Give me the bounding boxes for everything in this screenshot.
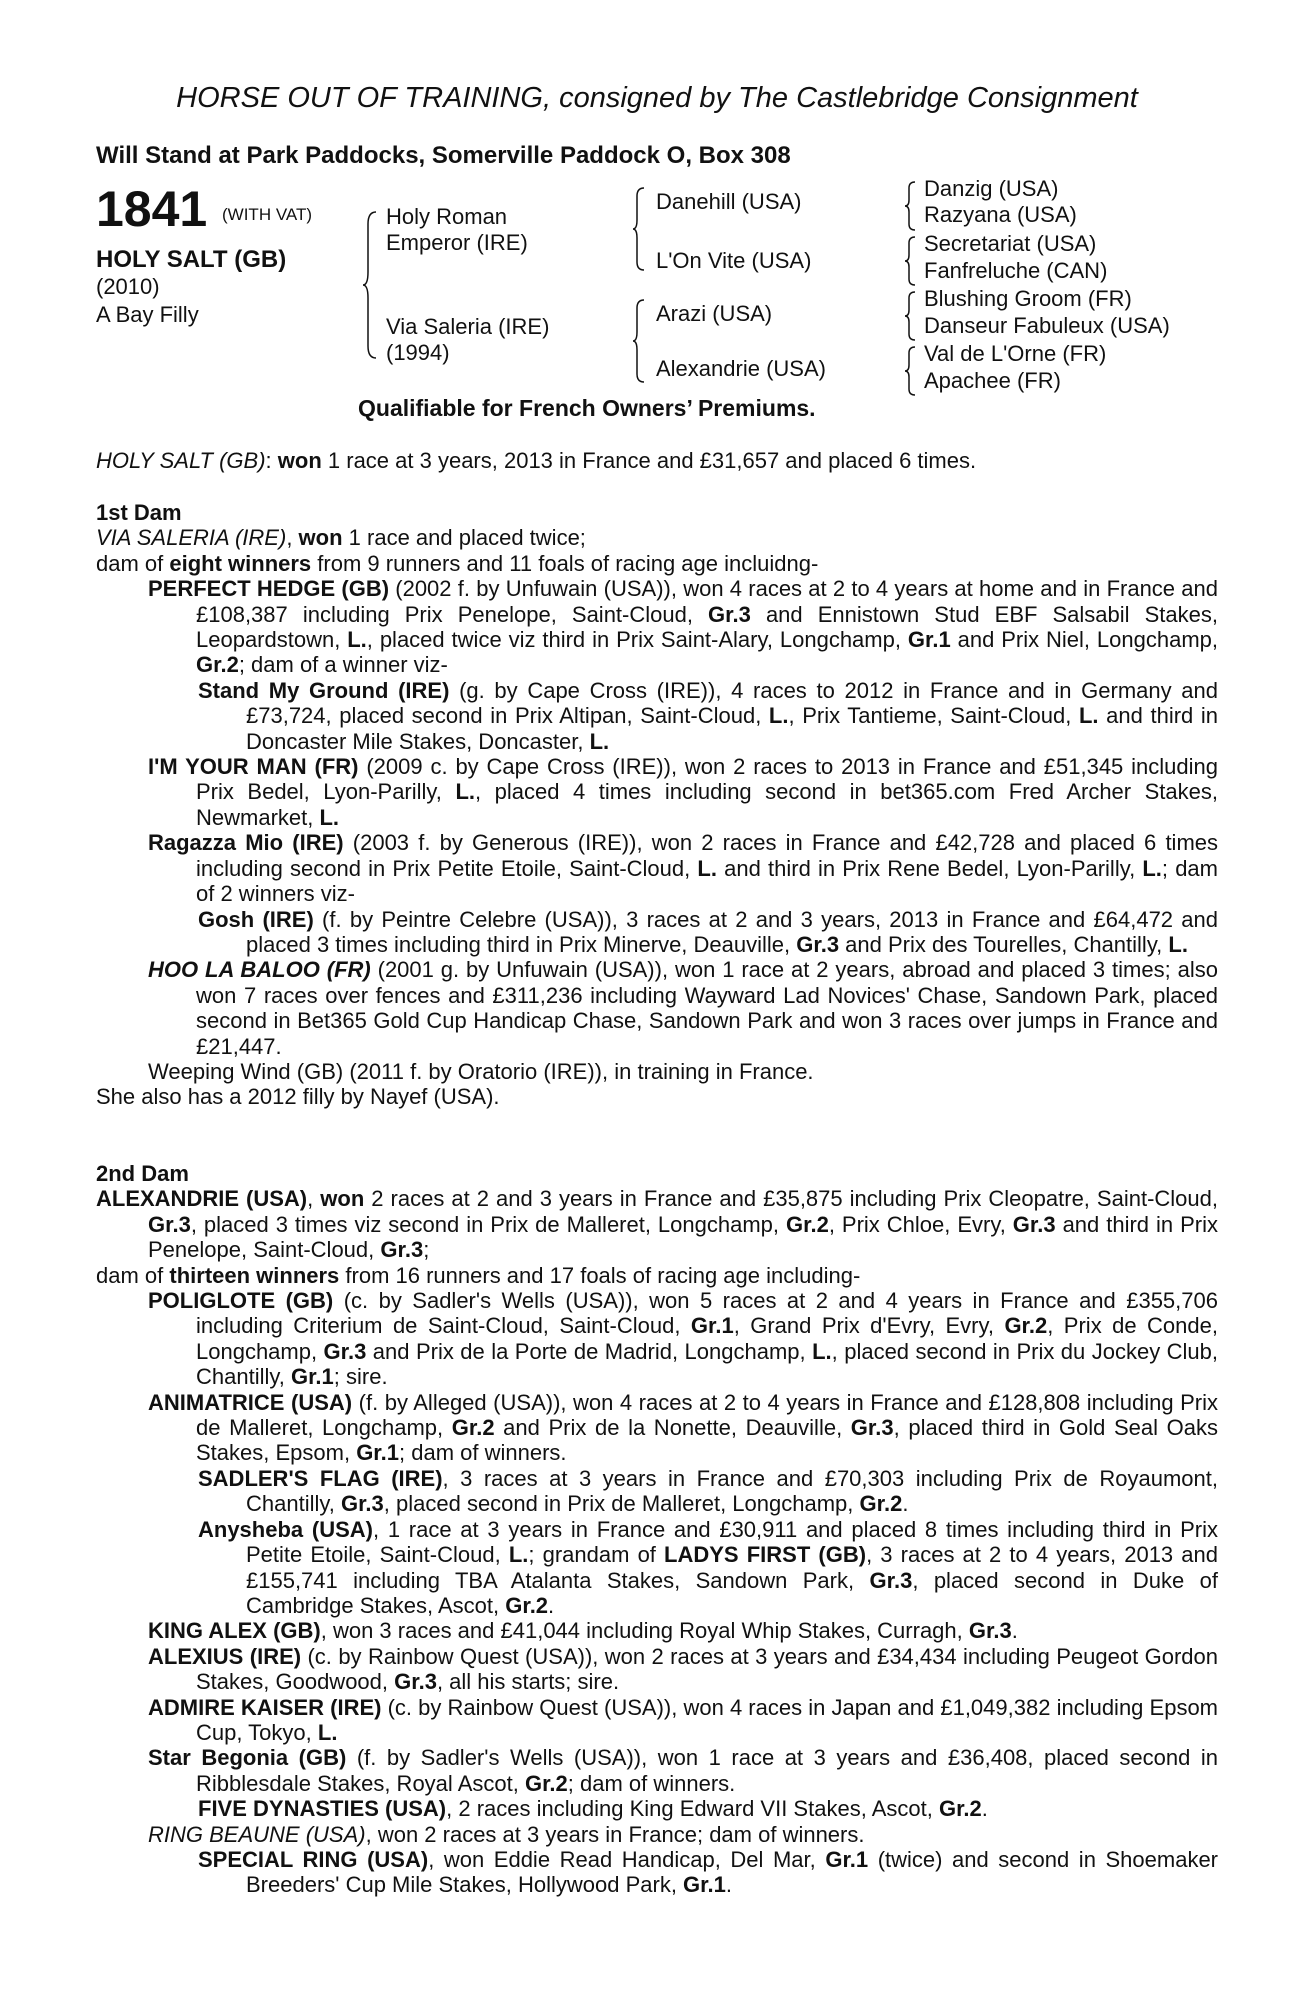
premium-note: Qualifiable for French Owners’ Premiums. xyxy=(358,395,816,421)
progeny-perfect-hedge: PERFECT HEDGE (GB) (2002 f. by Unfuwain (USA)), won 4 races at 2 to 4 years at home and in France and £108,387 including Prix Penelope, Saint-Cloud, Gr.3 and Ennistown Stud EBF Salsabil Stakes, Leopardstown, L., placed twice viz third in Prix Saint-Alary, Longchamp, Gr.1 and Prix Niel, Longchamp, Gr.2; dam of a winner viz- xyxy=(148,576,1219,678)
dam-dam: Alexandrie (USA) xyxy=(656,356,826,381)
sire-name: Holy Roman Emperor (IRE) xyxy=(386,204,528,255)
first-dam-title: 1st Dam xyxy=(96,500,182,525)
progeny-im-your-man: I'M YOUR MAN (FR) (2009 c. by Cape Cross (IRE)), won 2 races to 2013 in France and £51,345 including Prix Bedel, Lyon-Parilly, L., placed 4 times including second in bet365.com Fred Archer Stakes, Newmarket, L. xyxy=(148,754,1219,830)
progeny-animatrice: ANIMATRICE (USA) (f. by Alleged (USA)), won 4 races at 2 to 4 years in France and £128,808 including Prix de Malleret, Longchamp, Gr.2 and Prix de la Nonette, Deauville, Gr.3, placed third in Gold Seal Oaks Stakes, Epsom, Gr.1; dam of winners. xyxy=(148,1389,1219,1466)
dam-name: Via Saleria (IRE) xyxy=(386,314,550,339)
dam-year: (1994) xyxy=(386,340,450,365)
horse-name: HOLY SALT (GB) xyxy=(96,246,287,273)
progeny-star-begonia: Star Begonia (GB) (f. by Sadler's Wells (USA)), won 1 race at 3 years and £36,408, placed second in Ribblesdale Stakes, Royal Ascot, Gr.2; dam of winners. xyxy=(148,1745,1218,1796)
page-heading: HORSE OUT OF TRAINING, consigned by The Castlebridge Consignment xyxy=(176,82,1138,114)
progeny-2012-filly: She also has a 2012 filly by Nayef (USA). xyxy=(96,1084,500,1110)
brace-4 xyxy=(904,345,918,397)
progeny-hoo-la-baloo: HOO LA BALOO (FR) (2001 g. by Unfuwain (USA)), won 1 race at 2 years, abroad and placed 3 times; also won 7 races over fences and £311,236 including Wayward Lad Novices' Chase, Sandown Park, placed second in Bet365 Gold Cup Handicap Chase, Sandown Park and won 3 races over jumps in France and £21,447. xyxy=(148,957,1218,1059)
gen3-6: Danseur Fabuleux (USA) xyxy=(924,313,1170,338)
progeny-anysheba: Anysheba (USA), 1 race at 3 years in France and £30,911 and placed 8 times including third in Prix Petite Etoile, Saint-Cloud, L.; grandam of LADYS FIRST (GB), 3 races at 2 to 4 years, 2013 and £155,741 including TBA Atalanta Stakes, Sandown Park, Gr.3, placed second in Duke of Cambridge Stakes, Ascot, Gr.2. xyxy=(198,1516,1219,1618)
brace-1 xyxy=(904,180,918,232)
progeny-gosh: Gosh (IRE) (f. by Peintre Celebre (USA)), 3 races at 2 and 3 years, 2013 in France and £64,472 and placed 3 times including third in Prix Minerve, Deauville, Gr.3 and Prix des Tourelles, Chantilly, L. xyxy=(198,906,1218,957)
vat-note: (WITH VAT) xyxy=(222,205,313,224)
gen3-3: Secretariat (USA) xyxy=(924,231,1097,256)
gen3-8: Apachee (FR) xyxy=(924,368,1061,393)
dam-line-brace xyxy=(632,298,648,384)
sire-dam-brace xyxy=(362,210,380,360)
second-dam-section xyxy=(96,1161,1218,1898)
first-dam-produce: dam of eight winners from 9 runners and 11 foals of racing age incluidng- xyxy=(96,550,819,576)
horse-summary: HOLY SALT (GB): won 1 race at 3 years, 2013 in France and £31,657 and placed 6 times. xyxy=(96,448,977,473)
first-dam-line: VIA SALERIA (IRE), won 1 race and placed twice; xyxy=(96,525,586,551)
stand-location: Will Stand at Park Paddocks, Somerville Paddock O, Box 308 xyxy=(96,142,791,169)
progeny-king-alex: KING ALEX (GB), won 3 races and £41,044 including Royal Whip Stakes, Curragh, Gr.3. xyxy=(148,1618,1018,1644)
progeny-special-ring: SPECIAL RING (USA), won Eddie Read Handicap, Del Mar, Gr.1 (twice) and second in Shoemaker Breeders' Cup Mile Stakes, Hollywood Park, Gr.1. xyxy=(198,1846,1218,1898)
progeny-five-dynasties: FIVE DYNASTIES (USA), 2 races including King Edward VII Stakes, Ascot, Gr.2. xyxy=(198,1796,988,1822)
gen3-7: Val de L'Orne (FR) xyxy=(924,341,1107,366)
horse-description: A Bay Filly xyxy=(96,302,199,327)
brace-2 xyxy=(904,235,918,287)
progeny-stand-my-ground: Stand My Ground (IRE) (g. by Cape Cross (IRE)), 4 races to 2012 in France and in Germany and £73,724, placed second in Prix Altipan, Saint-Cloud, L., Prix Tantieme, Saint-Cloud, L. and third in Doncaster Mile Stakes, Doncaster, L. xyxy=(198,677,1219,754)
progeny-admire-kaiser: ADMIRE KAISER (IRE) (c. by Rainbow Quest (USA)), won 4 races in Japan and £1,049,382 including Epsom Cup, Tokyo, L. xyxy=(148,1694,1219,1745)
gen3-1: Danzig (USA) xyxy=(924,176,1059,201)
first-dam-section xyxy=(96,500,1218,1110)
progeny-sadlers-flag: SADLER'S FLAG (IRE), 3 races at 3 years in France and £70,303 including Prix de Royaumont, Chantilly, Gr.3, placed second in Prix de Malleret, Longchamp, Gr.2. xyxy=(198,1465,1218,1517)
gen3-4: Fanfreluche (CAN) xyxy=(924,258,1108,283)
second-dam-title: 2nd Dam xyxy=(96,1161,189,1186)
dam-sire: Arazi (USA) xyxy=(656,301,773,326)
gen3-2: Razyana (USA) xyxy=(924,202,1077,227)
sire-line-brace xyxy=(632,186,648,272)
sire-sire: Danehill (USA) xyxy=(656,189,802,214)
second-dam-produce: dam of thirteen winners from 16 runners and 17 foals of racing age including- xyxy=(96,1262,861,1288)
second-dam-line: ALEXANDRIE (USA), won 2 races at 2 and 3 years in France and £35,875 including Prix Cleopatre, Saint-Cloud, Gr.3, placed 3 times viz second in Prix de Malleret, Longchamp, Gr.2, Prix Chloe, Evry, Gr.3 and third in Prix Penelope, Saint-Cloud, Gr.3; xyxy=(96,1186,1218,1263)
horse-year: (2010) xyxy=(96,274,160,299)
progeny-ragazza-mio: Ragazza Mio (IRE) (2003 f. by Generous (IRE)), won 2 races in France and £42,728 and placed 6 times including second in Prix Petite Etoile, Saint-Cloud, L. and third in Prix Rene Bedel, Lyon-Parilly, L.; dam of 2 winners viz- xyxy=(148,830,1219,907)
lot-number: 1841 xyxy=(96,181,208,237)
progeny-ring-beaune: RING BEAUNE (USA), won 2 races at 3 years in France; dam of winners. xyxy=(148,1821,865,1847)
progeny-poliglote: POLIGLOTE (GB) (c. by Sadler's Wells (USA)), won 5 races at 2 and 4 years in France and £355,706 including Criterium de Saint-Cloud, Saint-Cloud, Gr.1, Grand Prix d'Evry, Evry, Gr.2, Prix de Conde, Longchamp, Gr.3 and Prix de la Porte de Madrid, Longchamp, L., placed second in Prix du Jockey Club, Chantilly, Gr.1; sire. xyxy=(148,1288,1218,1390)
brace-3 xyxy=(904,290,918,342)
progeny-weeping-wind: Weeping Wind (GB) (2011 f. by Oratorio (IRE)), in training in France. xyxy=(148,1058,814,1084)
gen3-5: Blushing Groom (FR) xyxy=(924,286,1132,311)
progeny-alexius: ALEXIUS (IRE) (c. by Rainbow Quest (USA)), won 2 races at 3 years and £34,434 including Peugeot Gordon Stakes, Goodwood, Gr.3, all his starts; sire. xyxy=(148,1643,1218,1695)
sire-dam: L'On Vite (USA) xyxy=(656,248,812,273)
